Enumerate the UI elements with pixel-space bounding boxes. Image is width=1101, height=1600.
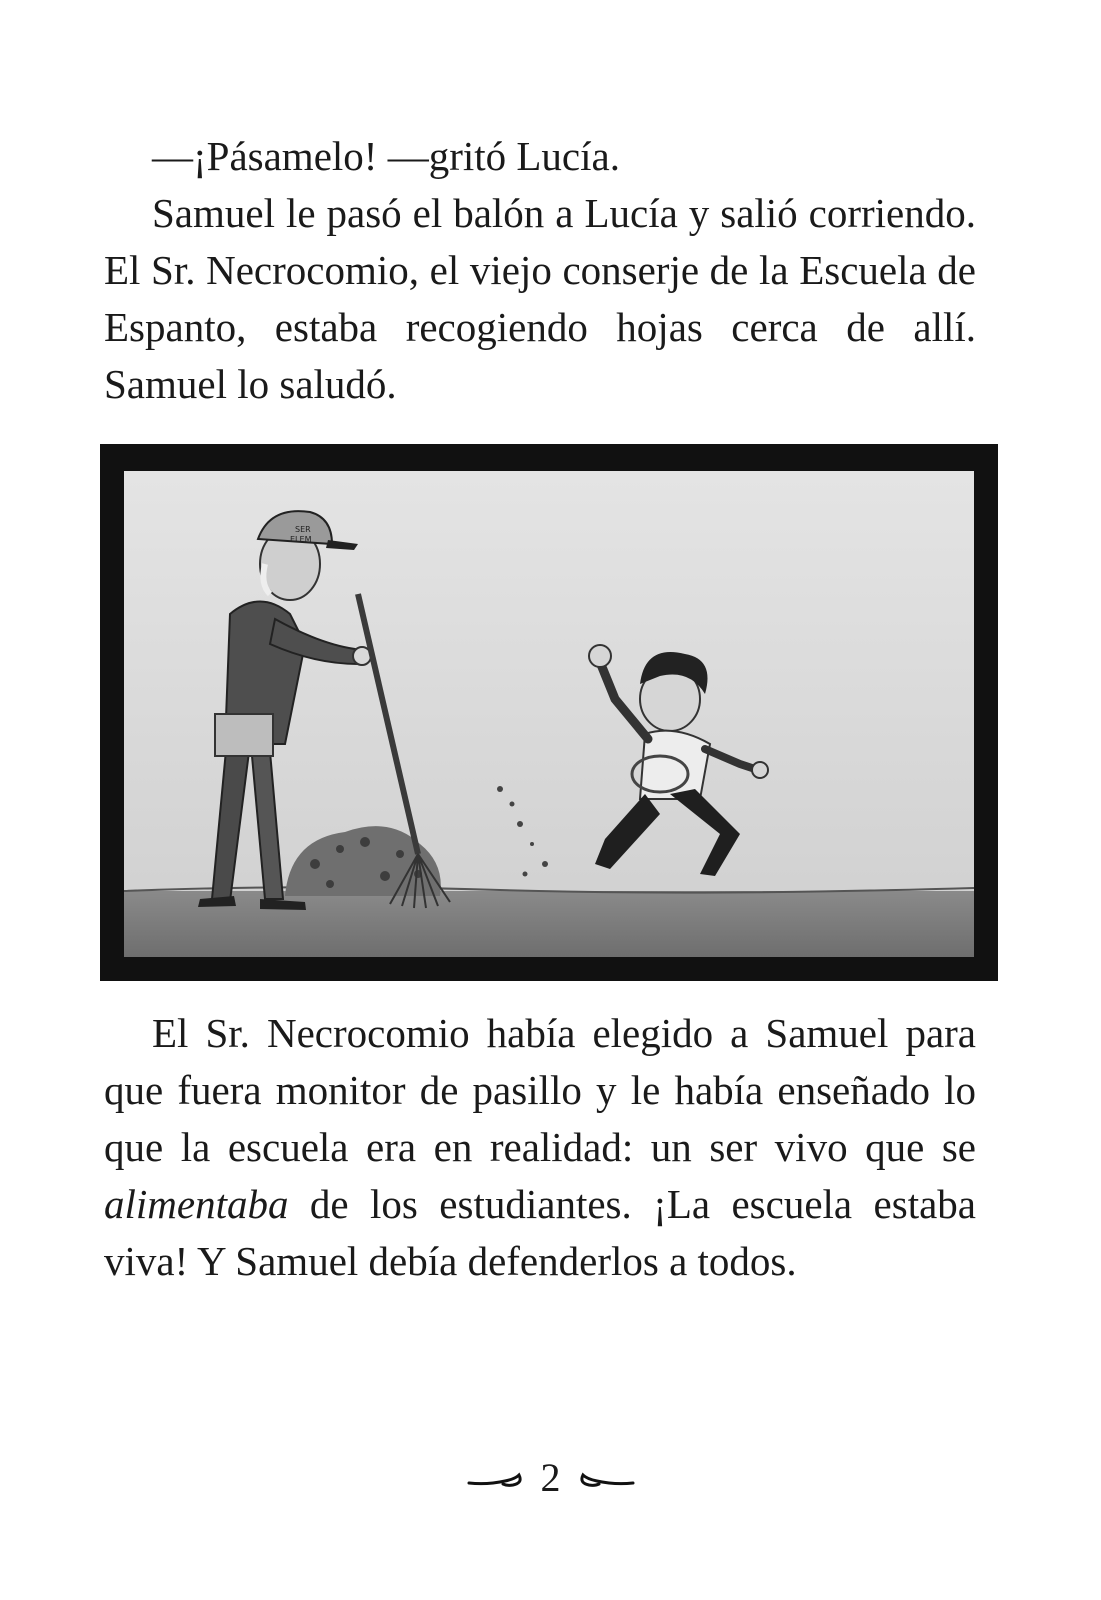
paragraph-narration: Samuel le pasó el balón a Lucía y salió corriendo. El Sr. Necrocomio, el viejo conserje de la Escuela de Espanto, estaba recogiendo hojas cerca de allí. Samuel lo saludó. — [104, 190, 976, 407]
cap-text-line2: ELEM — [290, 535, 312, 544]
page-number: 2 — [540, 1454, 561, 1500]
page-number-footer — [0, 1450, 1101, 1502]
cap-text-line1: SER — [295, 525, 311, 534]
paragraph-part-after: de los estudiantes. ¡La escuela estaba viva! Y Samuel debía defenderlos a todos. — [104, 1181, 976, 1284]
paragraph-part-before: El Sr. Necrocomio había elegido a Samuel para que fuera monitor de pasillo y le había enseñado lo que la escuela era en realidad: un ser vivo que se — [104, 1010, 976, 1170]
scroll-ornament-right-icon — [575, 1454, 635, 1502]
scroll-ornament-left-icon — [467, 1454, 527, 1502]
paragraph-explanation — [104, 1005, 976, 1290]
illustration-janitor-and-boy — [100, 444, 998, 981]
top-text-block — [104, 128, 976, 413]
emphasized-word: alimentaba — [104, 1181, 289, 1227]
paragraph-dialogue: —¡Pásamelo! —gritó Lucía. — [152, 133, 620, 179]
bottom-text-block — [104, 1005, 976, 1290]
